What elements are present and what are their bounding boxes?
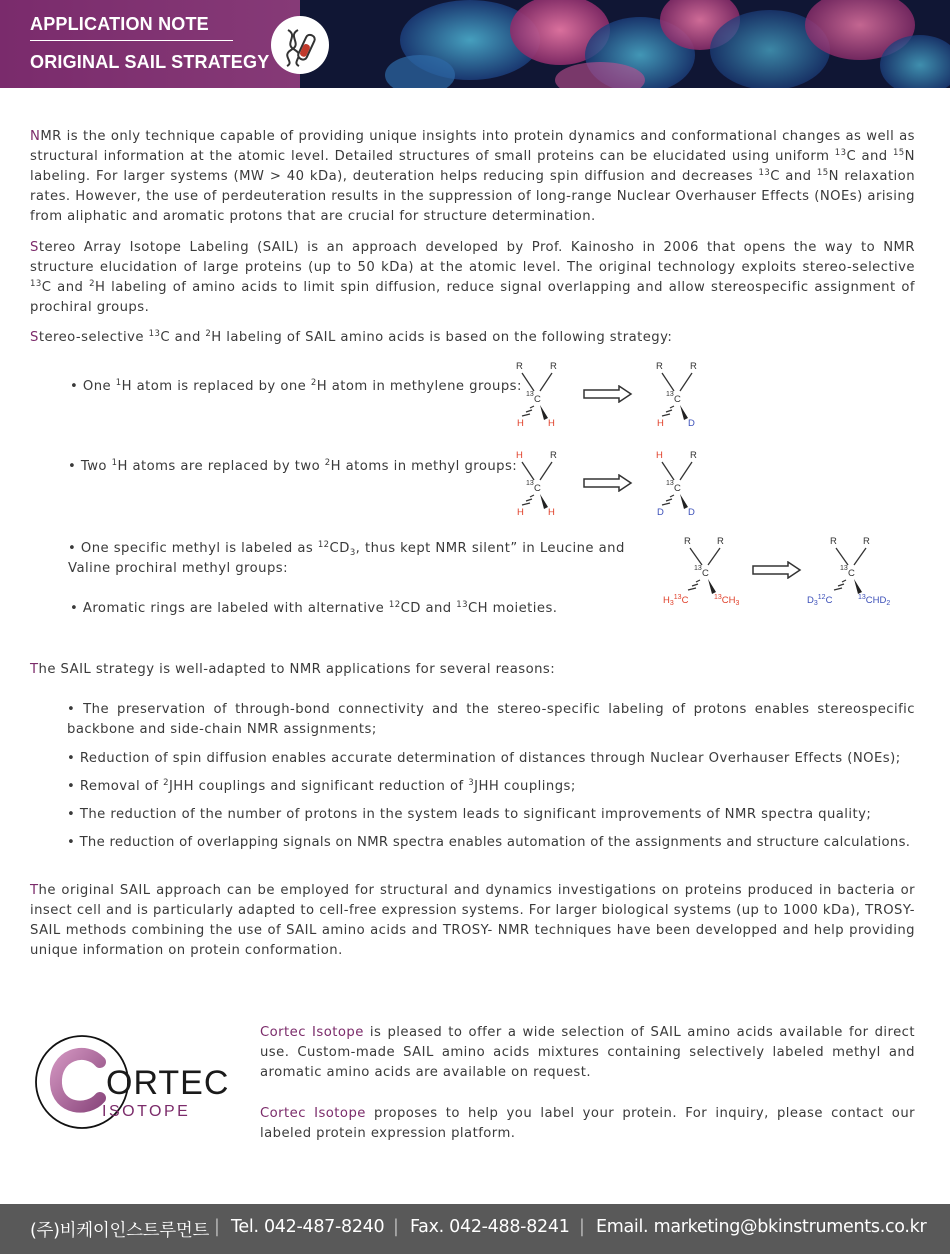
svg-text:ORTEC: ORTEC	[106, 1064, 230, 1102]
reason-item: • The reduction of the number of protons in the system leads to significant improvements of NMR spectra quality;	[67, 807, 872, 822]
svg-text:H: H	[657, 418, 664, 429]
reasons-intro: The SAIL strategy is well-adapted to NMR applications for several reasons:	[30, 662, 556, 677]
header-divider	[30, 40, 233, 41]
header-title-line2: ORIGINAL SAIL STRATEGY	[30, 52, 270, 72]
svg-text:R: R	[550, 450, 557, 461]
svg-text:H: H	[548, 507, 555, 518]
strategy-item-aromatic: • Aromatic rings are labeled with alternative $^{12}$CD and $^{13}$CH moieties.	[70, 600, 558, 616]
contact-footer	[0, 1204, 950, 1254]
footer-separator: |	[393, 1217, 399, 1237]
promo-paragraph-2: Cortec Isotope proposes to help you label your protein. For inquiry, please contact our labeled protein expression platform.	[260, 1106, 915, 1141]
svg-text:C: C	[702, 568, 709, 579]
svg-text:R: R	[690, 361, 697, 372]
footer-fax: Fax. 042-488-8241	[410, 1217, 570, 1237]
methyl-before-molecule	[512, 447, 572, 519]
dna-tube-icon	[271, 16, 329, 74]
svg-text:H: H	[548, 418, 555, 429]
arrow-icon	[583, 474, 633, 492]
svg-text:R: R	[690, 450, 697, 461]
reason-item: • Reduction of spin diffusion enables accurate determination of distances through Nuclear Overhauser Effects (NOEs);	[67, 751, 901, 766]
svg-text:13: 13	[666, 391, 674, 398]
svg-text:R: R	[863, 536, 870, 547]
prochiral-methyl-after-molecule	[806, 532, 906, 612]
svg-text:D: D	[688, 418, 695, 429]
drop-letter: N	[30, 129, 41, 144]
svg-text:13CHD2: $^{13}CHD_2$	[858, 594, 891, 607]
methylene-before-molecule	[512, 358, 572, 430]
svg-text:13CH3: $^{13}CH_3$	[714, 594, 740, 607]
reason-item: • The reduction of overlapping signals on NMR spectra enables automation of the assignments and structure calculations.	[67, 835, 911, 850]
drop-letter: T	[30, 883, 39, 898]
svg-text:R: R	[830, 536, 837, 547]
arrow-icon	[752, 561, 802, 579]
strategy-item-methyl: • Two $^1$H atoms are replaced by two $^2$H atoms in methyl groups:	[68, 458, 518, 474]
svg-text:13: 13	[526, 391, 534, 398]
reason-item: • Removal of $^2$JHH couplings and significant reduction of $^3$JHH couplings;	[67, 778, 576, 794]
svg-text:R: R	[550, 361, 557, 372]
arrow-icon	[583, 385, 633, 403]
cortec-isotope-logo	[28, 1032, 256, 1132]
svg-text:H313C: $H_3^{13}C$	[663, 594, 689, 607]
reason-item: • The preservation of through-bond connectivity and the stereo-specific labeling of protons enables stereospecific backbone and side-chain NMR assignments;	[67, 702, 915, 737]
svg-text:ISOTOPE: ISOTOPE	[102, 1103, 191, 1120]
svg-text:D: D	[688, 507, 695, 518]
svg-text:13: 13	[526, 480, 534, 487]
svg-text:H: H	[656, 450, 663, 461]
svg-text:R: R	[717, 536, 724, 547]
drop-letter: S	[30, 330, 39, 345]
methylene-after-molecule	[652, 358, 712, 430]
footer-separator: |	[214, 1217, 220, 1237]
brand-name: Cortec Isotope	[260, 1106, 366, 1121]
company-name: (주)비케이인스트루먼트	[30, 1221, 210, 1241]
header-title-line1: APPLICATION NOTE	[30, 14, 209, 34]
svg-text:R: R	[516, 361, 523, 372]
svg-text:C: C	[848, 568, 855, 579]
svg-text:C: C	[534, 483, 541, 494]
promo-paragraph-1: Cortec Isotope is pleased to offer a wide selection of SAIL amino acids available for direct use. Custom-made SAIL amino acids mixtures containing selectively labeled methyl and aromatic amino acids are available on request.	[260, 1025, 915, 1080]
svg-text:13: 13	[840, 565, 848, 572]
footer-separator: |	[579, 1217, 585, 1237]
svg-text:C: C	[674, 483, 681, 494]
strategy-item-methylene: • One $^1$H atom is replaced by one $^2$H atom in methylene groups:	[70, 378, 522, 394]
footer-email[interactable]: Email. marketing@bkinstruments.co.kr	[596, 1217, 927, 1237]
drop-letter: S	[30, 240, 39, 255]
svg-text:13: 13	[666, 480, 674, 487]
methyl-after-molecule	[652, 447, 712, 519]
svg-text:H: H	[516, 450, 523, 461]
strategy-item-prochiral-methyl: • One specific methyl is labeled as $^{12}CD_3$, thus kept NMR silent” in Leucine and Valine prochiral methyl groups:	[68, 540, 625, 576]
intro-paragraph: NMR is the only technique capable of providing unique insights into protein dynamics and conformational changes as well as structural information at the atomic level. Detailed structures of small proteins can be elucidated using uniform $^{13}$C and $^{15}$N labeling. For larger systems (MW > 40 kDa), deuteration helps reducing spin diffusion and decreases $^{13}$C and $^{15}$N relaxation rates. However, the use of perdeuteration results in the suppression of long-range Nuclear Overhauser Effects (NOEs) arising from aliphatic and aromatic protons that are crucial for structure determination.	[30, 129, 916, 224]
page-header	[0, 0, 950, 88]
svg-text:H: H	[517, 507, 524, 518]
strategy-intro: Stereo-selective $^{13}$C and $^2$H labeling of SAIL amino acids is based on the following strategy:	[30, 329, 673, 345]
drop-letter: T	[30, 662, 39, 677]
svg-text:D312C: $D_3^{12}C$	[807, 594, 833, 607]
svg-text:13: 13	[694, 565, 702, 572]
conclusion-paragraph: The original SAIL approach can be employed for structural and dynamics investigations on proteins produced in bacteria or insect cell and is particularly adapted to cell-free expression systems. For larger biological systems (up to 1000 kDa), TROSY-SAIL methods combining the use of SAIL amino acids and TROSY- NMR techniques have been developped and help providing unique information on protein conformation.	[30, 883, 915, 958]
svg-text:H: H	[517, 418, 524, 429]
svg-text:C: C	[534, 394, 541, 405]
svg-text:R: R	[656, 361, 663, 372]
svg-text:D: D	[657, 507, 664, 518]
svg-text:R: R	[684, 536, 691, 547]
brand-name: Cortec Isotope	[260, 1025, 364, 1040]
svg-text:C: C	[674, 394, 681, 405]
sail-definition-paragraph: Stereo Array Isotope Labeling (SAIL) is an approach developed by Prof. Kainosho in 2006 that opens the way to NMR structure elucidation of large proteins (up to 50 kDa) at the atomic level. The original technology exploits stereo-selective $^{13}$C and $^2$H labeling of amino acids to limit spin diffusion, reduce signal overlapping and allow stereospecific assignment of prochiral groups.	[30, 240, 915, 315]
footer-phone: Tel. 042-487-8240	[231, 1217, 385, 1237]
prochiral-methyl-before-molecule	[660, 532, 755, 612]
